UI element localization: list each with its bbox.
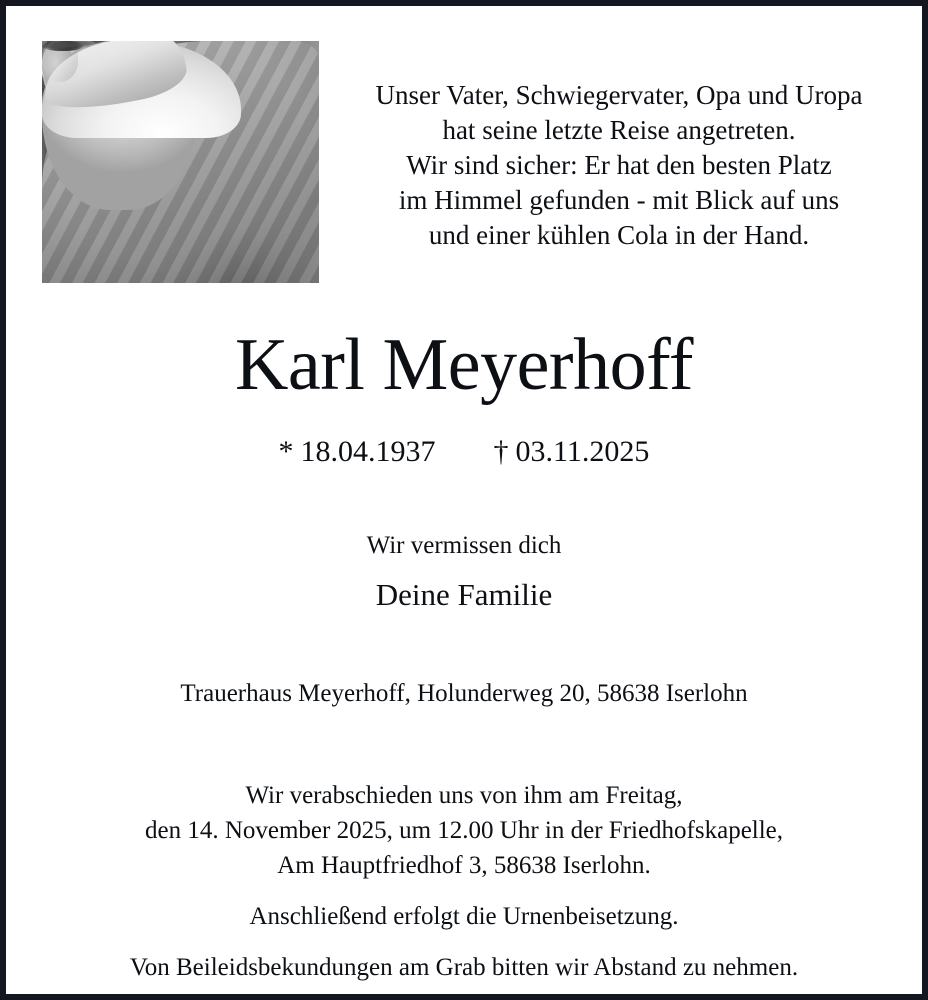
intro-line-4: im Himmel gefunden - mit Blick auf uns xyxy=(398,185,840,215)
life-dates xyxy=(6,434,922,470)
death-date: 03.11.2025 xyxy=(515,435,650,468)
mourning-house-address: Trauerhaus Meyerhoff, Holunderweg 20, 58638 Iserlohn xyxy=(180,680,748,707)
intro-line-5: und einer kühlen Cola in der Hand. xyxy=(428,220,810,250)
intro-verse xyxy=(336,78,902,253)
intro-line-3: Wir sind sicher: Er hat den besten Platz xyxy=(406,150,832,180)
funeral-line-5: Von Beileidsbekundungen am Grab bitten wir Abstand zu nehmen. xyxy=(129,954,799,981)
birth-symbol-asterisk-icon: * xyxy=(278,435,294,468)
portrait-photo xyxy=(42,41,319,283)
birth-date: 18.04.1937 xyxy=(300,435,436,468)
farewell-missing-line: Wir vermissen dich xyxy=(366,532,562,559)
farewell-signature: Deine Familie xyxy=(375,577,553,612)
funeral-line-2: den 14. November 2025, um 12.00 Uhr in der Friedhofskapelle, xyxy=(144,817,784,844)
funeral-line-1: Wir verabschieden uns von ihm am Freitag, xyxy=(245,782,683,809)
photo-vignette xyxy=(42,41,319,283)
funeral-details xyxy=(6,778,922,985)
farewell-block xyxy=(6,530,922,616)
funeral-line-3: Am Hauptfriedhof 3, 58638 Iserlohn. xyxy=(277,852,651,879)
intro-line-2: hat seine letzte Reise angetreten. xyxy=(442,115,796,145)
obituary-notice-page xyxy=(6,6,922,994)
death-symbol-cross-icon: † xyxy=(493,435,509,468)
deceased-name: Karl Meyerhoff xyxy=(234,324,694,406)
intro-line-1: Unser Vater, Schwiegervater, Opa und Uropa xyxy=(375,80,863,110)
funeral-line-4: Anschließend erfolgt die Urnenbeisetzung. xyxy=(249,903,679,930)
